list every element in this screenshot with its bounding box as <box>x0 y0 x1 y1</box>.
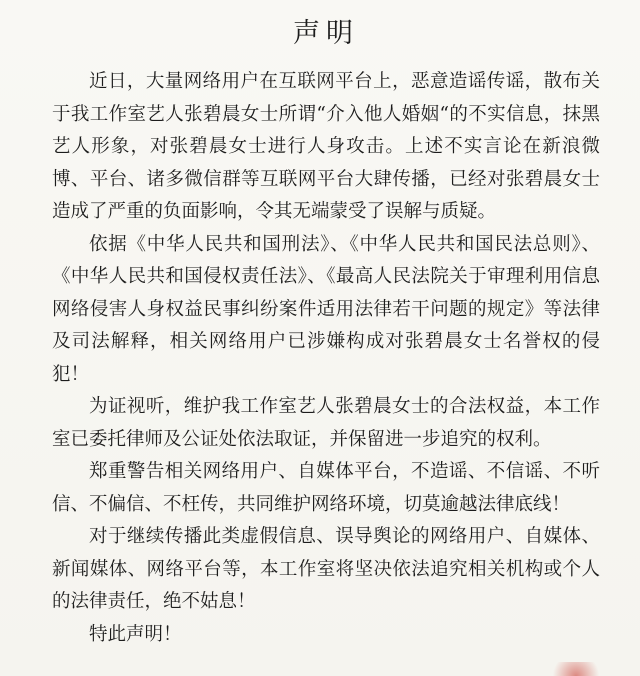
document-title: 声明 <box>293 18 359 49</box>
paragraph-6: 特此声明！ <box>89 623 182 645</box>
paragraph-5: 对于继续传播此类虚假信息、误导舆论的网络用户、自媒体、新闻媒体、网络平台等，本工作室将坚决依法追究相关机构或个人的法律责任，绝不姑息！ <box>52 526 600 612</box>
paragraph-3: 为证视听，维护我工作室艺人张碧晨女士的合法权益，本工作室已委托律师及公证处依法取证，并保留进一步追究的权利。 <box>52 396 600 450</box>
paragraph-1: 近日，大量网络用户在互联网平台上，恶意造谣传谣，散布关于我工作室艺人张碧晨女士所谓“介入他人婚姻“的不实信息，抹黑艺人形象，对张碧晨女士进行人身攻击。上述不实言论在新浪微博、平台、诸多微信群等互联网平台大肆传播，已经对张碧晨女士造成了严重的负面影响，令其无端蒙受了误解与质疑。 <box>52 71 600 222</box>
paragraph-2: 依据《中华人民共和国刑法》、《中华人民共和国民法总则》、《中华人民共和国侵权责任法》、《最高人民法院关于审理利用信息网络侵害人身权益民事纠纷案件适用法律若干问题的规定》等法律及司法解释，相关网络用户已涉嫌构成对张碧晨女士名誉权的侵犯！ <box>52 233 600 385</box>
red-seal-stamp-fragment <box>546 662 606 676</box>
paragraph-4: 郑重警告相关网络用户、自媒体平台，不造谣、不信谣、不听信、不偏信、不枉传，共同维护网络环境，切莫逾越法律底线！ <box>52 461 600 515</box>
